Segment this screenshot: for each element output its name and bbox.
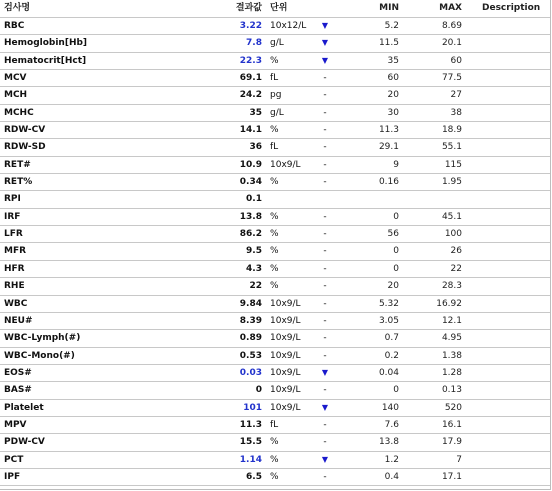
table-row[interactable] bbox=[0, 87, 550, 104]
min-value: 11.3 bbox=[378, 125, 399, 136]
max-value: 38 bbox=[450, 107, 462, 118]
flag-marker: - bbox=[323, 419, 327, 430]
flag-marker: - bbox=[323, 142, 327, 153]
flag-marker: - bbox=[323, 333, 327, 344]
max-value: 18.9 bbox=[441, 125, 462, 136]
test-name: RPI bbox=[4, 194, 21, 205]
min-value: 60 bbox=[387, 73, 399, 84]
low-flag-icon: ▼ bbox=[321, 21, 329, 30]
table-row[interactable] bbox=[0, 261, 550, 278]
result-value: 14.1 bbox=[239, 125, 262, 136]
result-value: 9.5 bbox=[246, 246, 262, 257]
max-value: 27 bbox=[450, 90, 462, 101]
test-name: RET% bbox=[4, 177, 33, 188]
table-row[interactable] bbox=[0, 209, 550, 226]
header-unit: 단위 bbox=[270, 3, 288, 13]
test-name: PDW-CV bbox=[4, 437, 45, 448]
test-name: Hematocrit[Hct] bbox=[4, 55, 87, 66]
result-value: 0.34 bbox=[239, 177, 262, 188]
table-row[interactable] bbox=[0, 313, 550, 330]
result-value: 69.1 bbox=[239, 73, 262, 84]
test-name: HFR bbox=[4, 263, 25, 274]
low-flag-icon: ▼ bbox=[321, 55, 329, 65]
result-value: 0.1 bbox=[246, 194, 262, 205]
unit: % bbox=[270, 437, 279, 448]
min-value: 5.32 bbox=[378, 298, 399, 309]
min-value: 9 bbox=[393, 159, 399, 170]
test-name: WBC-Mono(#) bbox=[4, 350, 75, 361]
flag-marker: - bbox=[323, 107, 327, 118]
unit: 10x9/L bbox=[270, 333, 301, 344]
table-row[interactable] bbox=[0, 365, 550, 382]
min-value: 0.04 bbox=[378, 367, 399, 378]
result-value: 36 bbox=[249, 142, 262, 153]
unit: % bbox=[270, 454, 279, 465]
result-value: 86.2 bbox=[239, 229, 262, 240]
unit: % bbox=[270, 177, 279, 188]
flag-marker: - bbox=[323, 125, 327, 136]
unit: % bbox=[270, 471, 279, 482]
table-row[interactable] bbox=[0, 105, 550, 122]
max-value: 1.95 bbox=[441, 177, 462, 188]
min-value: 30 bbox=[387, 107, 399, 118]
test-name: RDW-CV bbox=[4, 125, 46, 136]
min-value: 1.2 bbox=[384, 454, 399, 465]
unit: % bbox=[270, 281, 279, 292]
min-value: 0 bbox=[393, 385, 399, 396]
result-value: 8.39 bbox=[239, 315, 262, 326]
result-value: 7.8 bbox=[246, 38, 262, 49]
low-flag-icon: ▼ bbox=[321, 402, 329, 412]
header-name: 검사명 bbox=[4, 3, 31, 13]
table-row[interactable] bbox=[0, 226, 550, 243]
low-flag-icon: ▼ bbox=[321, 38, 329, 48]
result-value: 22 bbox=[249, 281, 262, 292]
test-name: WBC bbox=[4, 298, 28, 309]
flag-marker: - bbox=[323, 229, 327, 240]
test-name: LFR bbox=[4, 229, 23, 240]
unit: 10x9/L bbox=[270, 315, 301, 326]
flag-marker: - bbox=[323, 73, 327, 84]
test-name: MCV bbox=[4, 73, 27, 84]
max-value: 100 bbox=[444, 229, 462, 240]
table-row[interactable] bbox=[0, 243, 550, 260]
flag-marker: - bbox=[323, 471, 327, 482]
test-name: MCH bbox=[4, 90, 28, 101]
min-value: 0 bbox=[393, 211, 399, 222]
unit: pg bbox=[270, 90, 282, 101]
unit: fL bbox=[270, 419, 279, 430]
unit: 10x9/L bbox=[270, 298, 301, 309]
table-row[interactable] bbox=[0, 469, 550, 486]
max-value: 1.38 bbox=[441, 350, 462, 361]
unit: 10x9/L bbox=[270, 350, 301, 361]
result-value: 13.8 bbox=[239, 211, 262, 222]
max-value: 55.1 bbox=[441, 142, 462, 153]
flag-marker: - bbox=[323, 211, 327, 222]
table-row[interactable] bbox=[0, 191, 550, 208]
header-min: MIN bbox=[379, 3, 399, 13]
flag-marker: - bbox=[323, 246, 327, 257]
min-value: 0.2 bbox=[384, 350, 399, 361]
result-value: 15.5 bbox=[239, 437, 262, 448]
header-description: Description bbox=[482, 3, 541, 13]
min-value: 20 bbox=[387, 281, 399, 292]
test-name: PCT bbox=[4, 454, 24, 465]
max-value: 22 bbox=[450, 263, 462, 274]
unit: 10x9/L bbox=[270, 367, 301, 378]
max-value: 17.1 bbox=[441, 471, 462, 482]
test-name: WBC-Lymph(#) bbox=[4, 333, 81, 344]
min-value: 13.8 bbox=[378, 437, 399, 448]
min-value: 11.5 bbox=[378, 38, 399, 49]
max-value: 20.1 bbox=[441, 38, 462, 49]
table-row[interactable] bbox=[0, 18, 550, 35]
test-name: IRF bbox=[4, 211, 21, 222]
flag-marker: - bbox=[323, 281, 327, 292]
table-header bbox=[0, 0, 550, 18]
test-name: NEU# bbox=[4, 315, 33, 326]
max-value: 28.3 bbox=[441, 281, 462, 292]
result-value: 0 bbox=[255, 385, 262, 396]
table-row[interactable] bbox=[0, 434, 550, 451]
table-row[interactable] bbox=[0, 70, 550, 87]
max-value: 45.1 bbox=[441, 211, 462, 222]
flag-marker: - bbox=[323, 177, 327, 188]
flag-marker: - bbox=[323, 90, 327, 101]
result-value: 3.22 bbox=[239, 21, 262, 31]
result-value: 0.89 bbox=[239, 333, 262, 344]
result-value: 35 bbox=[249, 107, 262, 118]
unit: 10x9/L bbox=[270, 385, 301, 396]
test-name: RHE bbox=[4, 281, 25, 292]
test-name: RDW-SD bbox=[4, 142, 46, 153]
max-value: 1.28 bbox=[441, 367, 462, 378]
table-row[interactable] bbox=[0, 330, 550, 347]
max-value: 4.95 bbox=[441, 333, 462, 344]
header-value: 결과값 bbox=[235, 3, 262, 13]
min-value: 0.16 bbox=[378, 177, 399, 188]
flag-marker: - bbox=[323, 298, 327, 309]
low-flag-icon: ▼ bbox=[321, 454, 329, 464]
max-value: 77.5 bbox=[441, 73, 462, 84]
result-value: 4.3 bbox=[246, 263, 262, 274]
result-value: 9.84 bbox=[239, 298, 262, 309]
max-value: 520 bbox=[444, 402, 462, 413]
result-value: 24.2 bbox=[239, 90, 262, 101]
max-value: 26 bbox=[450, 246, 462, 257]
table-row[interactable] bbox=[0, 157, 550, 174]
result-value: 22.3 bbox=[239, 55, 262, 66]
table-row[interactable] bbox=[0, 122, 550, 139]
table-row[interactable] bbox=[0, 174, 550, 191]
test-name: EOS# bbox=[4, 367, 32, 378]
header-max: MAX bbox=[439, 3, 462, 13]
unit: % bbox=[270, 125, 279, 136]
table-row[interactable] bbox=[0, 139, 550, 156]
max-value: 16.1 bbox=[441, 419, 462, 430]
test-name: IPF bbox=[4, 471, 21, 482]
test-name: RET# bbox=[4, 159, 31, 170]
result-value: 10.9 bbox=[239, 159, 262, 170]
min-value: 0.4 bbox=[384, 471, 399, 482]
max-value: 16.92 bbox=[436, 298, 462, 309]
result-value: 11.3 bbox=[239, 419, 262, 430]
result-value: 0.03 bbox=[239, 367, 262, 378]
max-value: 7 bbox=[456, 454, 462, 465]
test-name: MFR bbox=[4, 246, 27, 257]
max-value: 17.9 bbox=[441, 437, 462, 448]
table-row[interactable] bbox=[0, 382, 550, 399]
max-value: 8.69 bbox=[441, 21, 462, 31]
min-value: 20 bbox=[387, 90, 399, 101]
unit: 10x12/L bbox=[270, 21, 307, 31]
max-value: 12.1 bbox=[441, 315, 462, 326]
min-value: 35 bbox=[387, 55, 399, 66]
min-value: 56 bbox=[387, 229, 399, 240]
unit: 10x9/L bbox=[270, 159, 301, 170]
test-name: MPV bbox=[4, 419, 27, 430]
test-name: RBC bbox=[4, 21, 25, 31]
table-row[interactable] bbox=[0, 417, 550, 434]
test-name: Platelet bbox=[4, 402, 44, 413]
min-value: 0.7 bbox=[384, 333, 399, 344]
result-value: 101 bbox=[243, 402, 262, 413]
min-value: 29.1 bbox=[378, 142, 399, 153]
unit: % bbox=[270, 211, 279, 222]
flag-marker: - bbox=[323, 159, 327, 170]
table-row[interactable] bbox=[0, 400, 550, 417]
table-row[interactable] bbox=[0, 296, 550, 313]
result-value: 6.5 bbox=[246, 471, 262, 482]
flag-marker: - bbox=[323, 263, 327, 274]
table-row[interactable] bbox=[0, 278, 550, 295]
min-value: 7.6 bbox=[384, 419, 399, 430]
flag-marker: - bbox=[323, 350, 327, 361]
table-row[interactable] bbox=[0, 53, 550, 70]
max-value: 0.13 bbox=[441, 385, 462, 396]
unit: % bbox=[270, 246, 279, 257]
unit: % bbox=[270, 263, 279, 274]
result-value: 0.53 bbox=[239, 350, 262, 361]
min-value: 5.2 bbox=[384, 21, 399, 31]
unit: fL bbox=[270, 73, 279, 84]
flag-marker: - bbox=[323, 385, 327, 396]
low-flag-icon: ▼ bbox=[321, 367, 329, 377]
max-value: 115 bbox=[444, 159, 462, 170]
min-value: 140 bbox=[381, 402, 399, 413]
table-row[interactable] bbox=[0, 35, 550, 52]
unit: g/L bbox=[270, 38, 284, 49]
unit: % bbox=[270, 55, 279, 66]
min-value: 0 bbox=[393, 246, 399, 257]
test-name: MCHC bbox=[4, 107, 34, 118]
test-name: BAS# bbox=[4, 385, 32, 396]
table-row[interactable] bbox=[0, 348, 550, 365]
result-value: 1.14 bbox=[239, 454, 262, 465]
max-value: 60 bbox=[450, 55, 462, 66]
min-value: 0 bbox=[393, 263, 399, 274]
min-value: 3.05 bbox=[378, 315, 399, 326]
unit: % bbox=[270, 229, 279, 240]
table-row[interactable] bbox=[0, 452, 550, 469]
unit: fL bbox=[270, 142, 279, 153]
flag-marker: - bbox=[323, 315, 327, 326]
unit: 10x9/L bbox=[270, 402, 301, 413]
table-body bbox=[0, 18, 550, 486]
unit: g/L bbox=[270, 107, 284, 118]
flag-marker: - bbox=[323, 437, 327, 448]
test-name: Hemoglobin[Hb] bbox=[4, 38, 88, 49]
